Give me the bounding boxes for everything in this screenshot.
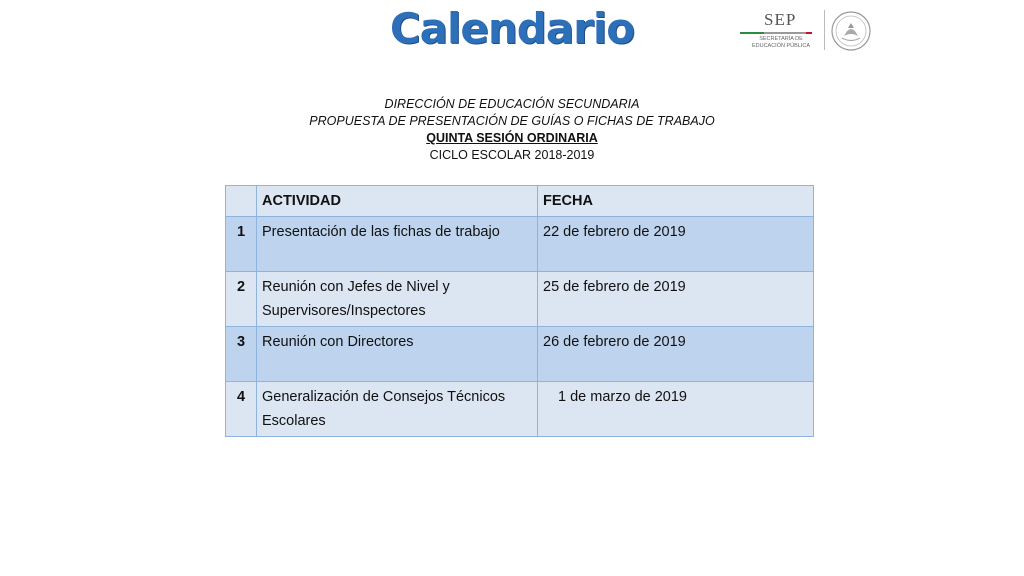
- table-row: [226, 272, 814, 327]
- row-number: 1: [226, 217, 257, 272]
- row-date: 26 de febrero de 2019: [538, 327, 814, 382]
- header-line-direction: DIRECCIÓN DE EDUCACIÓN SECUNDARIA: [384, 97, 640, 111]
- table-header-row: [226, 186, 814, 217]
- header-cell-number: [226, 186, 257, 217]
- header-line-cycle: CICLO ESCOLAR 2018-2019: [429, 148, 595, 162]
- header-cell-activity: ACTIVIDAD: [257, 186, 538, 217]
- sep-logo-block: [738, 8, 878, 54]
- row-activity: Reunión con Jefes de Nivel y Supervisores/Inspectores: [257, 272, 538, 327]
- row-date: 25 de febrero de 2019: [538, 272, 814, 327]
- sep-logo-gray-bar: [764, 32, 806, 34]
- row-number: 4: [226, 382, 257, 437]
- table-row: [226, 217, 814, 272]
- sep-logo-red-bar: [806, 32, 812, 34]
- header-line-proposal: PROPUESTA DE PRESENTACIÓN DE GUÍAS O FICHAS DE TRABAJO: [309, 114, 715, 128]
- table-row: [226, 382, 814, 437]
- row-number: 3: [226, 327, 257, 382]
- row-date: 1 de marzo de 2019: [538, 382, 814, 437]
- sep-logo-text: SEP: [764, 10, 797, 29]
- header-line-session: QUINTA SESIÓN ORDINARIA: [426, 131, 598, 145]
- row-activity: Reunión con Directores: [257, 327, 538, 382]
- schedule-table: [225, 185, 814, 437]
- document-header: [0, 96, 1024, 164]
- page-title: Calendario: [389, 4, 635, 53]
- table-row: [226, 327, 814, 382]
- row-date: 22 de febrero de 2019: [538, 217, 814, 272]
- sep-logo: [738, 8, 816, 52]
- row-activity: Generalización de Consejos Técnicos Escolares: [257, 382, 538, 437]
- row-activity: Presentación de las fichas de trabajo: [257, 217, 538, 272]
- header-cell-date: FECHA: [538, 186, 814, 217]
- logo-divider: [824, 10, 825, 50]
- sep-logo-green-bar: [740, 32, 764, 34]
- mexico-coat-of-arms-icon: [830, 10, 872, 52]
- sep-logo-subtitle: SECRETARÍA DE EDUCACIÓN PÚBLICA: [751, 36, 811, 49]
- row-number: 2: [226, 272, 257, 327]
